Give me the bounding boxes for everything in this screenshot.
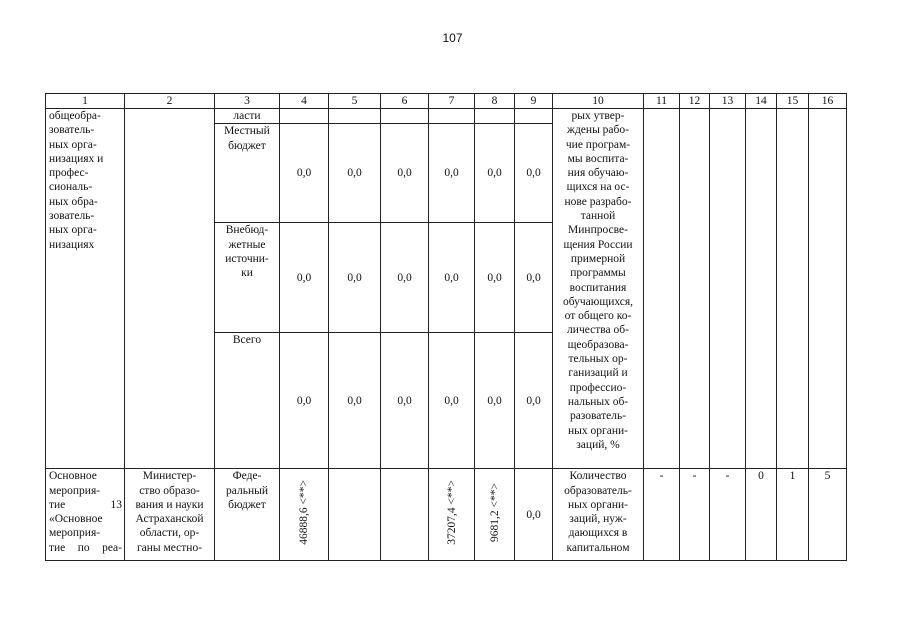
table-row xyxy=(46,469,847,561)
value-cell: 0,0 xyxy=(381,223,429,333)
indicator-value-cell: 5 xyxy=(809,469,847,561)
empty-cell xyxy=(746,109,777,469)
value-cell: 0,0 xyxy=(475,223,515,333)
empty-cell xyxy=(777,109,809,469)
funding-source-cell: Внебюд- жетные источни- ки xyxy=(215,223,280,333)
indicator-value-cell: - xyxy=(710,469,746,561)
value-cell: 0,0 xyxy=(381,124,429,223)
value-text: 37207,4 <**> xyxy=(445,480,458,546)
event-name-cell: Основное мероприя- тие 13 «Основное мероприя- тие по реа- xyxy=(46,469,125,561)
value-cell: 0,0 xyxy=(515,223,553,333)
value-cell xyxy=(429,109,475,124)
value-cell xyxy=(329,109,381,124)
column-number: 13 xyxy=(710,94,746,109)
value-cell xyxy=(280,469,329,561)
executor-cell xyxy=(125,109,215,469)
value-text: 9681,2 <**> xyxy=(488,483,501,543)
value-cell: 0,0 xyxy=(515,333,553,469)
value-cell xyxy=(515,109,553,124)
value-cell: 0,0 xyxy=(475,124,515,223)
indicator-value-cell: 0 xyxy=(746,469,777,561)
table-row xyxy=(46,109,847,124)
value-cell: 0,0 xyxy=(475,333,515,469)
column-number: 4 xyxy=(280,94,329,109)
column-number: 10 xyxy=(553,94,644,109)
indicator-cell: рых утвер- ждены рабо- чие програм- мы воспита- ния обучаю- щихся на ос- нове разрабо- танной Минпросве- щения России примерной программы воспитания обучающихся, от общего ко- личества об- щеобразова- тельных ор- ганизаций и профессио- нальных об- разователь- ных органи- заций, % xyxy=(553,109,644,469)
value-cell: 0,0 xyxy=(329,223,381,333)
column-number: 2 xyxy=(125,94,215,109)
value-cell xyxy=(280,109,329,124)
column-number: 15 xyxy=(777,94,809,109)
funding-source-cell: Местный бюджет xyxy=(215,124,280,223)
value-cell: 0,0 xyxy=(329,333,381,469)
column-number: 3 xyxy=(215,94,280,109)
column-number: 1 xyxy=(46,94,125,109)
program-table xyxy=(45,93,847,561)
column-number: 7 xyxy=(429,94,475,109)
column-number: 8 xyxy=(475,94,515,109)
column-number: 9 xyxy=(515,94,553,109)
value-cell xyxy=(475,469,515,561)
empty-cell xyxy=(644,109,680,469)
indicator-value-cell: 1 xyxy=(777,469,809,561)
value-cell: 0,0 xyxy=(515,124,553,223)
value-cell xyxy=(381,109,429,124)
funding-source-cell: Всего xyxy=(215,333,280,469)
value-cell: 0,0 xyxy=(429,223,475,333)
value-cell: 0,0 xyxy=(280,124,329,223)
value-cell xyxy=(381,469,429,561)
event-name-cell: общеобра- зователь- ных орга- низациях и профес- сиональ- ных обра- зователь- ных орга- низациях xyxy=(46,109,125,469)
column-number: 11 xyxy=(644,94,680,109)
executor-cell: Министер- ство образо- вания и науки Астраханской области, ор- ганы местно- xyxy=(125,469,215,561)
value-cell xyxy=(429,469,475,561)
value-cell: 0,0 xyxy=(329,124,381,223)
empty-cell xyxy=(809,109,847,469)
column-number: 16 xyxy=(809,94,847,109)
funding-source-cell: ласти xyxy=(215,109,280,124)
empty-cell xyxy=(680,109,710,469)
column-number: 5 xyxy=(329,94,381,109)
empty-cell xyxy=(710,109,746,469)
funding-source-cell: Феде- ральный бюджет xyxy=(215,469,280,561)
value-cell: 0,0 xyxy=(280,333,329,469)
value-cell: 0,0 xyxy=(515,469,553,561)
value-cell: 0,0 xyxy=(429,333,475,469)
value-cell: 0,0 xyxy=(429,124,475,223)
value-cell: 0,0 xyxy=(280,223,329,333)
value-cell xyxy=(329,469,381,561)
indicator-value-cell: - xyxy=(680,469,710,561)
program-table-wrapper xyxy=(45,93,847,561)
value-cell: 0,0 xyxy=(381,333,429,469)
value-text: 46888,6 <**> xyxy=(298,480,310,546)
column-number: 12 xyxy=(680,94,710,109)
value-cell xyxy=(475,109,515,124)
indicator-value-cell: - xyxy=(644,469,680,561)
column-number: 14 xyxy=(746,94,777,109)
page-number: 107 xyxy=(442,31,463,45)
indicator-cell: Количество образователь- ных органи- заций, нуж- дающихся в капитальном xyxy=(553,469,644,561)
column-number-row xyxy=(46,94,847,109)
column-number: 6 xyxy=(381,94,429,109)
